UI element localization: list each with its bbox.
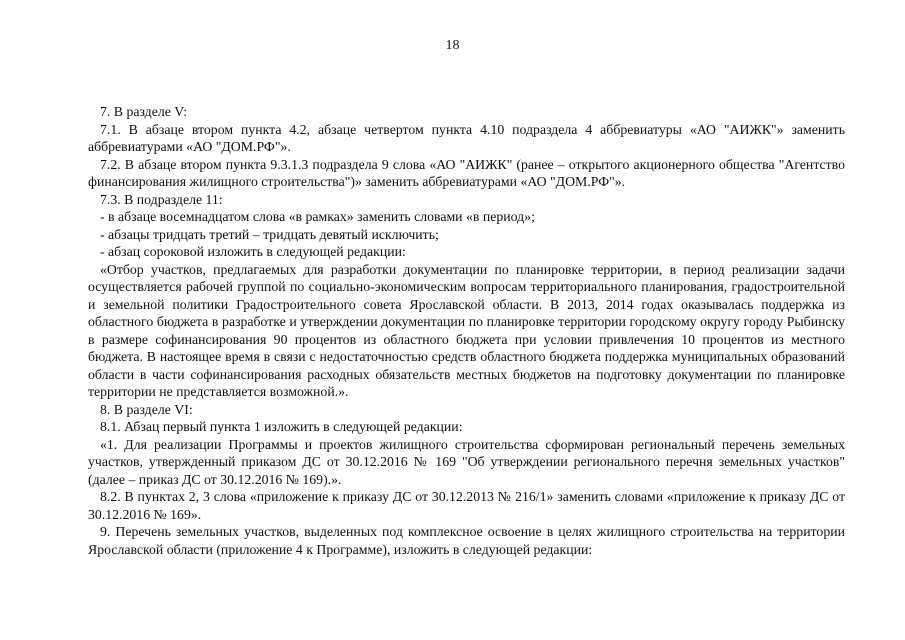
page-number: 18	[445, 38, 460, 53]
list-item-7-3-c: - абзац сороковой изложить в следующей редакции:	[100, 244, 406, 259]
list-item-7-3-a: - в абзаце восемнадцатом слова «в рамках» заменить словами «в период»;	[100, 209, 535, 224]
paragraph-9: 9. Перечень земельных участков, выделенных под комплексное освоение в целях жилищного строительства на территории Ярославской области (приложение 4 к Программе), изложить в следующей редакции:	[88, 524, 845, 557]
heading-7-3: 7.3. В подразделе 11:	[100, 191, 223, 207]
paragraph-7-1: 7.1. В абзаце втором пункта 4.2, абзаце четвертом пункта 4.10 подраздела 4 аббревиатуры «АО "АИЖК"» заменить аббревиатурами «АО "ДОМ.РФ"».	[88, 121, 845, 154]
quoted-paragraph-program: «1. Для реализации Программы и проектов жилищного строительства сформирован региональный перечень земельных участков, утвержденный приказом ДС от 30.12.2016 № 169 "Об утверждении регионального перечня земельных участков" (далее – приказ ДС от 30.12.2016 № 169).».	[88, 436, 845, 487]
paragraph-8-1: 8.1. Абзац первый пункта 1 изложить в следующей редакции:	[100, 419, 463, 434]
heading-section-8: 8. В разделе VI:	[100, 401, 193, 417]
quoted-paragraph-selection: «Отбор участков, предлагаемых для разработки документации по планировке территории, в период реализации задачи осуществляется рабочей группой по социально-экономическим вопросам территориального планирования, градостроительной и земельной политики Градостроительного совета Ярославской области. В 2013, 2014 годах оказывалась поддержка из областного бюджета в разработке и утверждении документации по планировке территории городскому округу городу Рыбинску в размере софинансирования 90 процентов из областного бюджета при условии привлечения 10 процентов из местного бюджета. В настоящее время в связи с недостаточностью средств областного бюджета поддержка муниципальных образований области в части софинансирования расходных обязательств местных бюджетов на подготовку документации по планировке территории не представляется возможной.».	[88, 261, 845, 399]
paragraph-8-2: 8.2. В пунктах 2, 3 слова «приложение к приказу ДС от 30.12.2013 № 216/1» заменить словами «приложение к приказу ДС от 30.12.2016 № 169».	[88, 489, 845, 522]
list-item-7-3-b: - абзацы тридцать третий – тридцать девятый исключить;	[100, 226, 439, 242]
paragraph-7-2: 7.2. В абзаце втором пункта 9.3.1.3 подраздела 9 слова «АО "АИЖК" (ранее – открытого акционерного общества "Агентство финансирования жилищного строительства")» заменить аббревиатурами «АО "ДОМ.РФ"».	[88, 156, 845, 189]
document-body	[88, 103, 845, 558]
heading-section-7: 7. В разделе V:	[100, 104, 188, 119]
